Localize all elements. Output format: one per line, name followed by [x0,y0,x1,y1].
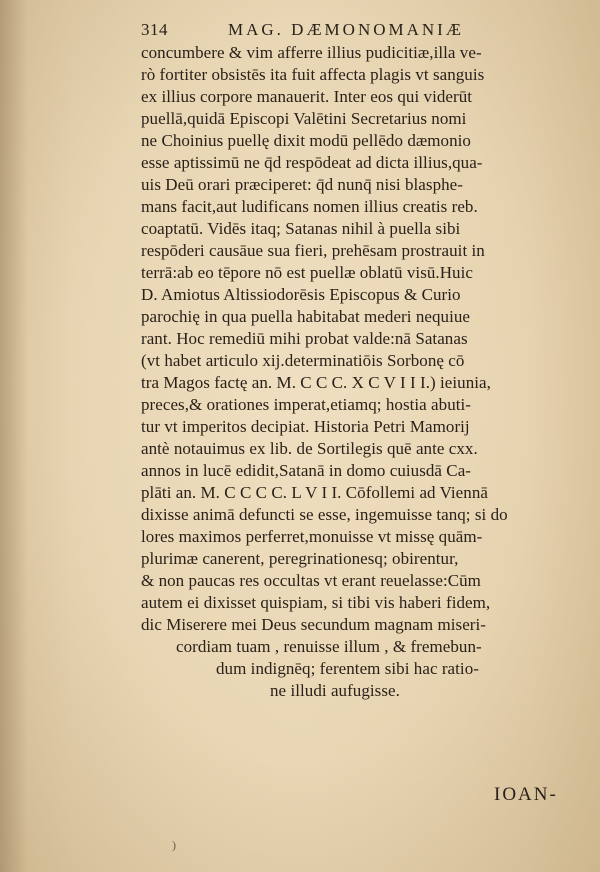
running-head: MAG. DÆMONOMANIÆ [228,20,464,39]
text-line: cordiam tuam , renuisse illum , & fremebun- [176,637,482,656]
text-line: ex illius corpore manauerit. Inter eos qui viderūt [141,87,473,106]
text-line: plāti an. M. C C C C. L V I I. Cōfollemi ad Viennā [141,483,488,502]
text-line: puellā,quidā Episcopi Valētini Secretarius nomi [141,109,467,128]
text-line: tur vt imperitos decipiat. Historia Petri Mamorij [141,417,470,436]
catchword: IOAN- [494,784,558,805]
text-line: antè notauimus ex lib. de Sortilegis quē ante cxx. [141,439,478,458]
text-line: & non paucas res occultas vt erant reuelasse:Cūm [141,571,481,590]
margin-mark: ) [172,838,176,852]
text-line: dum indignēq; ferentem sibi hac ratio- [216,659,479,678]
text-line: rò fortiter obsistēs ita fuit affecta plagis vt sanguis [141,65,485,84]
page-number: 314 [141,20,168,39]
text-line: lores maximos perferret,monuisse vt missę quām- [141,527,483,546]
text-line: concumbere & vim afferre illius pudicitiæ,illa ve- [141,43,482,62]
text-line: uis Deū orari præciperet: q̄d nunq̄ nisi blasphe- [141,175,463,194]
page-edge-shadow [0,0,28,872]
text-line: terrā:ab eo tēpore nō est puellæ oblatū visū.Huic [141,263,473,282]
text-line: esse aptissimū ne q̄d respōdeat ad dicta illius,qua- [141,153,483,172]
text-line: dixisse animā defuncti se esse, ingemuisse tanq; si do [141,505,508,524]
text-line: (vt habet articulo xij.determinatiōis Sorbonę cō [141,351,465,370]
text-line: coaptatū. Vidēs itaq; Satanas nihil à puella sibi [141,219,461,238]
text-line: autem ei dixisset quispiam, si tibi vis haberi fidem, [141,593,491,612]
text-line: respōderi causāue sua fieri, prehēsam prostrauit in [141,241,485,260]
text-line: dic Miserere mei Deus secundum magnam miseri- [141,615,486,634]
text-line: plurimæ canerent, peregrinationesq; obirentur, [141,549,459,568]
text-line: parochię in qua puella habitabat mederi nequiue [141,307,470,326]
text-line: ne illudi aufugisse. [270,681,400,700]
text-line: preces,& orationes imperat,etiamq; hostia abuti- [141,395,472,414]
text-line: D. Amiotus Altissiodorēsis Episcopus & Curio [141,285,461,304]
text-line: rant. Hoc remediū mihi probat valde:nā Satanas [141,329,468,348]
text-line: ne Choinius puellę dixit modū pellēdo dæmonio [141,131,471,150]
text-line: mans facit,aut ludificans nomen illius creatis reb. [141,197,478,216]
text-line: tra Magos factę an. M. C C C. X C V I I I.) ieiunia, [141,373,491,392]
text-line: annos in lucē edidit,Satanā in domo cuiusdā Ca- [141,461,471,480]
